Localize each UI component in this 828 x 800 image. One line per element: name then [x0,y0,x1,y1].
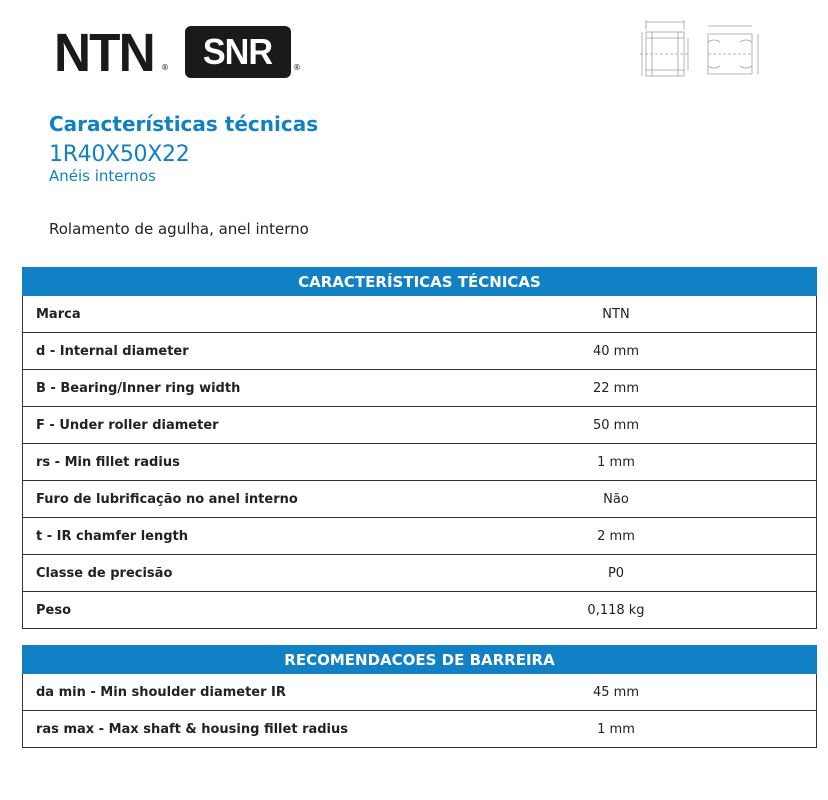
row-label: Peso [23,592,417,629]
row-label: B - Bearing/Inner ring width [23,370,417,407]
row-value: Não [416,481,817,518]
table-row [23,444,817,481]
table-row [23,370,817,407]
table-row [23,674,817,711]
row-label: Marca [23,296,417,333]
row-value: 1 mm [416,711,817,748]
row-value: 40 mm [416,333,817,370]
row-value: 2 mm [416,518,817,555]
brand-logos [54,23,301,83]
table-row [23,481,817,518]
row-label: Classe de precisão [23,555,417,592]
row-value: 1 mm [416,444,817,481]
table-row [23,518,817,555]
row-label: Furo de lubrificação no anel interno [23,481,417,518]
barrier-recommendations-table [22,645,817,748]
table-row [23,333,817,370]
technical-drawing-icon [636,16,766,82]
table-row [23,592,817,629]
row-label: t - IR chamfer length [23,518,417,555]
snr-logo [185,26,291,78]
snr-registered-mark: ® [292,63,301,72]
row-label: F - Under roller diameter [23,407,417,444]
row-label: rs - Min fillet radius [23,444,417,481]
product-category: Anéis internos [49,167,156,185]
row-value: 0,118 kg [416,592,817,629]
table-row [23,296,817,333]
table-heading: RECOMENDACOES DE BARREIRA [23,646,817,674]
table-row [23,555,817,592]
table-heading: CARACTERÍSTICAS TÉCNICAS [23,268,817,296]
row-value: 22 mm [416,370,817,407]
row-value: NTN [416,296,817,333]
table-row [23,407,817,444]
row-label: ras max - Max shaft & housing fillet radius [23,711,417,748]
ntn-logo: NTN [54,23,154,83]
snr-logo-text: SNR [203,31,273,72]
ntn-registered-mark: ® [160,63,169,72]
row-value: 45 mm [416,674,817,711]
row-value: P0 [416,555,817,592]
page-title: Características técnicas [49,112,319,136]
row-label: d - Internal diameter [23,333,417,370]
technical-characteristics-table [22,267,817,629]
row-label: da min - Min shoulder diameter IR [23,674,417,711]
table-row [23,711,817,748]
product-code: 1R40X50X22 [49,142,190,167]
product-description: Rolamento de agulha, anel interno [49,220,309,238]
row-value: 50 mm [416,407,817,444]
